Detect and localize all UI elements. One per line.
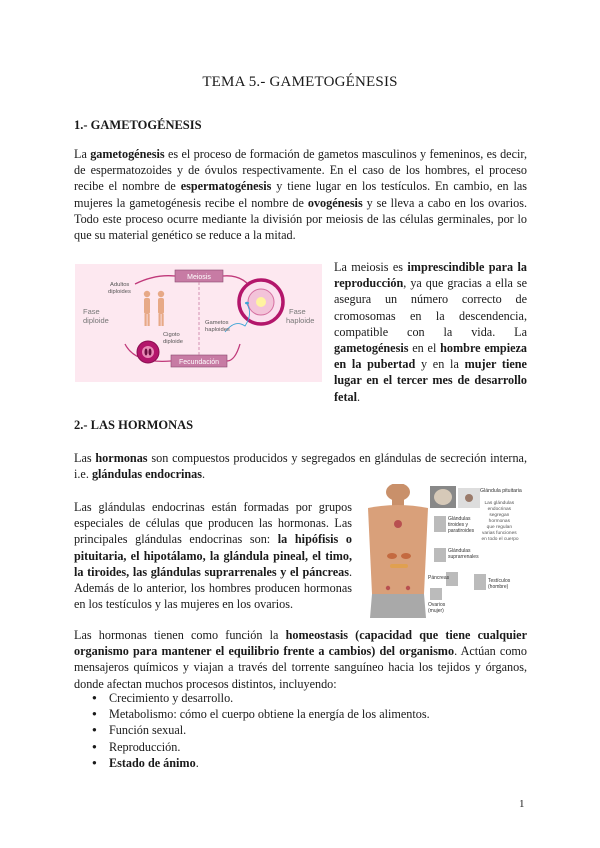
adultos-label-1: Adultos [110,282,130,288]
zygote-icon [137,341,159,363]
page-title: TEMA 5.- GAMETOGÉNESIS [202,74,398,90]
fig-desc-2: endocrinas [487,507,512,512]
svg-text:Glándulas suprarrenales [448,548,479,560]
suprarrenales-label-2: suprarrenales [448,554,479,560]
ovarios-label-1: Ovarios [428,602,446,608]
paragraph-funciones [74,627,527,692]
text-run: Las hormonas tienen como función la [74,628,286,642]
text-run: mujer tiene lugar en el tercer mes de desarrollo fetal [334,357,527,404]
svg-text:Las glándulas endocrinas [481,500,518,542]
text-run: la hipófisis o pituitaria, el hipotálamo, la glándula pineal, el timo, la tiroides, las glándulas suprarrenales y el páncreas [74,532,352,579]
adultos-label-2: diploides [108,289,131,295]
ovum-icon [239,280,283,324]
svg-text:Testículos (hombre) [488,578,512,590]
fase-haploide-1: Fase [289,307,306,316]
list-item [92,722,430,738]
text-run: y en la [415,357,465,372]
list-item [92,706,430,722]
text-run: glándulas endocrinas [91,467,202,482]
paragraph-gametogenesis [74,146,527,243]
testiculos-label-1: Testículos [488,578,511,584]
section-heading-hormonas: 2.- LAS HORMONAS [74,418,194,432]
list-item [92,690,430,706]
svg-text:Adultosdiploides [108,282,131,295]
text-run: . [357,389,361,404]
list-item-text: Reproducción. [109,739,181,754]
text-run: son compuestos producidos y segregados en glándulas de secreción interna, i.e. [74,451,527,482]
text-run: imprescindible para la reproducción [334,260,527,291]
list-item-text: Metabolismo: cómo el cuerpo obtiene la energía de los alimentos. [109,707,430,722]
text-run: hombre empieza en la pubertad [334,341,527,372]
tiroides-label-1: Glándulas [448,516,471,522]
tiroides-label-2: tiroides y [448,522,469,528]
suprarrenales-label-1: Glándulas [448,548,471,554]
adults-icon [144,291,164,326]
body-torso-icon [368,484,428,618]
page-number: 1 [519,798,525,810]
text-run: Las [74,451,96,465]
pituitaria-label: Glándula pituitaria [480,488,522,494]
svg-text:Fasehaploide [286,307,314,325]
paragraph-hormonas [74,450,527,482]
paragraph-meiosis [334,259,527,405]
testiculos-label-2: (hombre) [488,584,509,590]
text-run: homeostasis (capacidad que tiene cualquier organismo para mantener el equilibrio frente a cambios) del organismo [74,628,528,659]
text-run: , ya que gracias a ella se asegura un número correcto de cromosomas en la descendencia, compatible con la vida. La [334,276,527,339]
svg-text:Fasediploide [83,307,109,325]
paragraph-glandulas [74,499,352,612]
text-run: ovogénesis [307,195,363,210]
gametos-label-1: Gametos [205,320,229,326]
svg-text:Gametoshaploides [205,320,230,333]
cigoto-label-1: Cigoto [163,332,180,338]
list-item [92,739,430,755]
meiosis-label: Meiosis [187,274,211,281]
text-run: . Además de lo anterior, los hombres producen hormonas en los testículos y las mujeres en los ovarios. [74,564,352,612]
svg-text:Glándulas tiroides y [448,516,475,534]
text-run: hormonas [95,451,148,465]
text-run: es el proceso de formación de gametos masculinos y femeninos, es decir, de espermatozoides y de óvulos respectivamente. En el caso de los hombres, el proceso recibe el nombre de [74,147,527,194]
fig-desc-1: Las glándulas [484,501,515,506]
list-item-text: Crecimiento y desarrollo. [109,691,234,705]
fase-diploide-1: Fase [83,307,100,316]
text-run: y tiene lugar en los testículos. En cambio, en las mujeres la gametogénesis recibe el nombre de [74,179,527,210]
fecundacion-label: Fecundación [178,359,220,366]
fig-desc-5: que regulan [486,525,512,530]
pancreas-label: Páncreas [428,575,450,581]
svg-text:Cigotodiploide [163,332,183,345]
fig-desc-6: varias funciones [481,531,517,536]
section-heading-gametogenesis: 1.- GAMETOGÉNESIS [74,118,202,132]
text-run: espermatogénesis [180,179,272,194]
gametos-label-2: haploides [205,327,230,333]
endocrine-system-figure [362,484,527,618]
fig-desc-7: en todo el cuerpo [481,537,519,542]
cigoto-label-2: diploide [163,339,183,345]
fig-desc-4: hormonas [488,519,510,524]
text-run: La [74,147,91,161]
list-item-text: Estado de ánimo [109,755,196,770]
text-run: . [202,467,206,482]
functions-list [92,690,430,771]
ovarios-label-2: (mujer) [428,608,444,614]
fase-diploide-2: diploide [83,316,109,325]
text-run: Las glándulas endocrinas están formadas por grupos especiales de células que producen las hormonas. Las principales glándulas endocrinas son: [74,500,352,547]
text-run: . Actúan como mensajeros químicos y viajan a través del torrente sanguíneo hacia los tejidos y órganos, donde afectan muchos procesos distintos, incluyendo: [74,644,527,691]
text-run: gametogénesis [90,147,165,161]
text-run: La meiosis es [334,260,408,274]
life-cycle-diagram [75,264,322,382]
fase-haploide-2: haploide [286,316,315,325]
fig-desc-3: segregan [489,513,510,518]
text-run: gametogénesis [334,341,409,356]
svg-text:Ovarios (mujer) [428,602,447,614]
text-run: y se lleva a cabo en los ovarios. Todo este proceso ocurre mediante la división por meiosis de las células germinales, por lo que su material genético se reduce a la mitad. [74,195,528,243]
tiroides-label-3: paratiroides [448,528,475,534]
text-run: en el [408,341,441,356]
list-item-text: Función sexual. [109,723,187,738]
list-item: ● Estado de ánimo. [92,755,430,771]
